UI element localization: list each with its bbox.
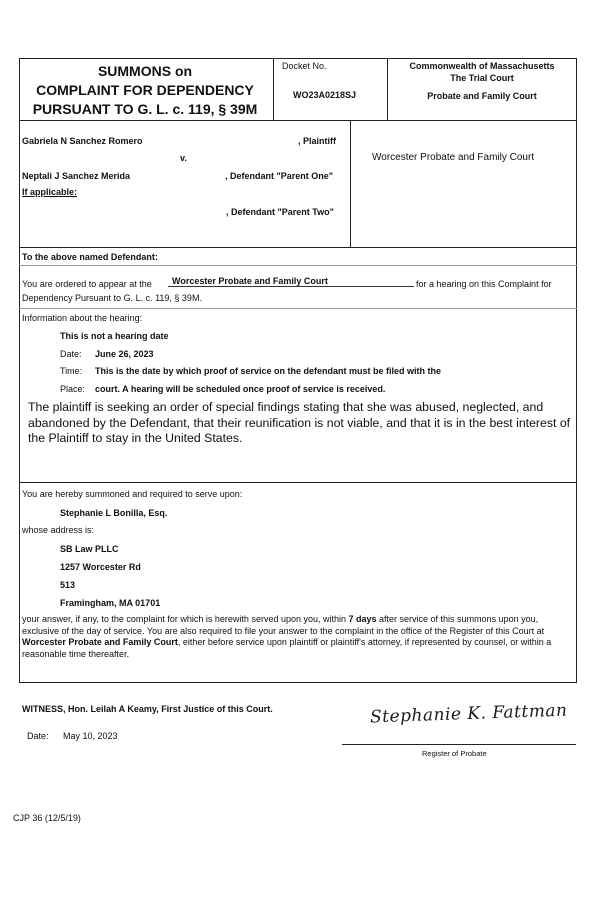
- if-applicable: If applicable:: [22, 187, 78, 197]
- date-label: Date:: [60, 349, 82, 359]
- address-line-2: 1257 Worcester Rd: [60, 562, 141, 572]
- time-label: Time:: [60, 366, 83, 376]
- trial-court: The Trial Court: [450, 73, 514, 83]
- register-signature: Stephanie K. Fattman: [369, 700, 568, 728]
- answer-text-3: , either before service upon plaintiff or plaintiff's attorney, if represented by counsel, or within a reasonable time thereafter.: [22, 637, 552, 659]
- commonwealth: Commonwealth of Massachusetts: [409, 61, 555, 71]
- document-title: [22, 62, 268, 119]
- parties-bottom: [19, 247, 577, 248]
- date-value: June 26, 2023: [95, 349, 154, 359]
- witness-line: WITNESS, Hon. Leilah A Keamy, First Justice of this Court.: [22, 704, 273, 714]
- signed-date-value: May 10, 2023: [63, 731, 118, 741]
- answer-days: 7 days: [348, 614, 377, 624]
- defendant-one-label: , Defendant "Parent One": [225, 171, 334, 181]
- ordered-line-2: Dependency Pursuant to G. L. c. 119, § 39M.: [22, 293, 202, 303]
- time-value: This is the date by which proof of service on the defendant must be filed with the: [95, 366, 442, 376]
- box-right-border: [576, 58, 577, 683]
- place-value: court. A hearing will be scheduled once proof of service is received.: [95, 384, 386, 394]
- info-label: Information about the hearing:: [22, 313, 143, 323]
- signature-rule: [342, 744, 576, 745]
- address-line-3: 513: [60, 580, 76, 590]
- header-divider-1: [273, 58, 274, 120]
- not-hearing-date: This is not a hearing date: [60, 331, 169, 341]
- signed-date-label: Date:: [27, 731, 49, 741]
- plaintiff-name: Gabriela N Sanchez Romero: [22, 136, 143, 146]
- header-divider-2: [387, 58, 388, 120]
- address-line-1: SB Law PLLC: [60, 544, 119, 554]
- court-header: [389, 60, 575, 102]
- defendant-one-name: Neptali J Sanchez Merida: [22, 171, 131, 181]
- versus: v.: [180, 153, 187, 163]
- docket-label: Docket No.: [282, 61, 327, 71]
- ordered-court: Worcester Probate and Family Court: [168, 276, 414, 287]
- plaintiff-statement: The plaintiff is seeking an order of special findings stating that she was abused, neglected, and abandoned by the Defendant, that their reunification is not viable, and that it is in the best interest of the Plaintiff to stay in the United States.: [28, 400, 571, 445]
- ordered-prefix: You are ordered to appear at the: [22, 279, 152, 289]
- header-bottom: [19, 120, 577, 121]
- hearing-bottom: [19, 482, 577, 483]
- parties-divider: [350, 120, 351, 248]
- docket-number: WO23A0218SJ: [293, 90, 357, 100]
- box-left-border: [19, 58, 20, 683]
- answer-paragraph: [22, 614, 572, 660]
- attorney-name: Stephanie L Bonilla, Esq.: [60, 508, 168, 518]
- box-bottom-border: [19, 682, 577, 683]
- ordered-rule: [19, 308, 577, 309]
- defendant-two-label: , Defendant "Parent Two": [226, 207, 334, 217]
- box-top-border: [19, 58, 577, 59]
- title-line-3: PURSUANT TO G. L. c. 119, § 39M: [32, 101, 258, 117]
- to-defendant: To the above named Defendant:: [22, 252, 158, 262]
- address-label: whose address is:: [22, 525, 95, 535]
- division: Probate and Family Court: [427, 91, 537, 101]
- place-label: Place:: [60, 384, 86, 394]
- address-line-4: Framingham, MA 01701: [60, 598, 161, 608]
- title-line-1: SUMMONS on: [97, 63, 193, 79]
- court-name: Worcester Probate and Family Court: [372, 152, 535, 163]
- form-number: CJP 36 (12/5/19): [13, 813, 81, 823]
- title-line-2: COMPLAINT FOR DEPENDENCY: [36, 82, 254, 98]
- answer-text-2: after service of this summons upon you, exclusive of the day of service. You are also required to file your answer to the complaint in the office of the Register of this Court at: [22, 614, 545, 636]
- answer-court: Worcester Probate and Family Court: [22, 637, 178, 647]
- summoned-text: You are hereby summoned and required to serve upon:: [22, 489, 243, 499]
- register-label: Register of Probate: [422, 749, 487, 758]
- ordered-suffix: for a hearing on this Complaint for: [416, 279, 552, 289]
- plaintiff-label: , Plaintiff: [298, 136, 336, 146]
- answer-text-1: your answer, if any, to the complaint for which is herewith served upon you, within: [22, 614, 349, 624]
- to-defendant-rule: [19, 265, 577, 266]
